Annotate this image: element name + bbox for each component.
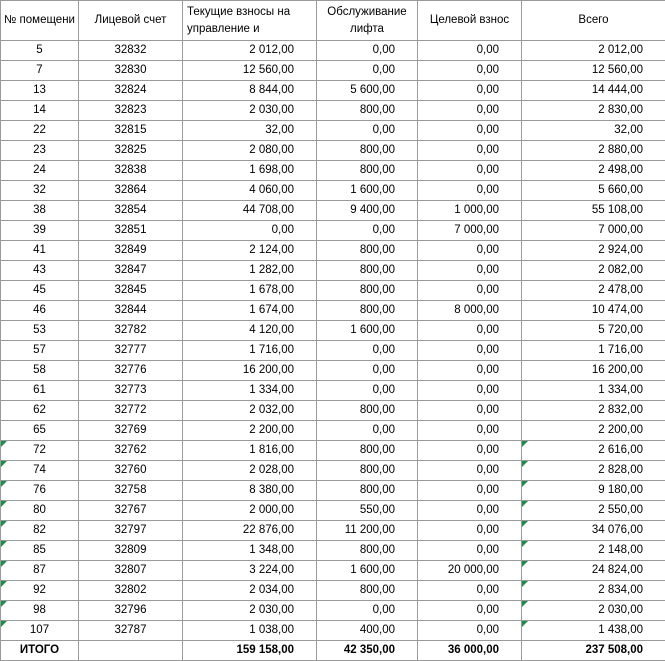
cell-room[interactable]: 39 (1, 221, 79, 241)
cell-room[interactable]: 92 (1, 581, 79, 601)
table-row (1, 281, 665, 301)
cell-current-fees[interactable]: 1 716,00 (183, 341, 317, 361)
cell-room[interactable]: 62 (1, 401, 79, 421)
cell-current-fees[interactable]: 1 698,00 (183, 161, 317, 181)
totals-total[interactable]: 237 508,00 (522, 641, 665, 661)
cell-current-fees[interactable]: 8 844,00 (183, 81, 317, 101)
cell-lift[interactable]: 0,00 (317, 381, 418, 401)
table-row (1, 201, 665, 221)
cell-total[interactable]: 2 832,00 (522, 401, 665, 421)
table-row (1, 181, 665, 201)
cell-room[interactable]: 5 (1, 41, 79, 61)
cell-account[interactable]: 32838 (79, 161, 183, 181)
cell-account[interactable]: 32845 (79, 281, 183, 301)
cell-lift[interactable]: 800,00 (317, 101, 418, 121)
cell-target[interactable]: 0,00 (418, 541, 522, 561)
cell-current-fees[interactable]: 8 380,00 (183, 481, 317, 501)
cell-total[interactable]: 5 720,00 (522, 321, 665, 341)
cell-room[interactable]: 53 (1, 321, 79, 341)
cell-total[interactable]: 2 200,00 (522, 421, 665, 441)
cell-target[interactable]: 0,00 (418, 441, 522, 461)
cell-room[interactable]: 61 (1, 381, 79, 401)
table-row (1, 481, 665, 501)
table-row (1, 141, 665, 161)
cell-target[interactable]: 0,00 (418, 101, 522, 121)
cell-current-fees[interactable]: 2 012,00 (183, 41, 317, 61)
cell-current-fees[interactable]: 1 678,00 (183, 281, 317, 301)
cell-current-fees[interactable]: 2 080,00 (183, 141, 317, 161)
cell-total[interactable]: 1 334,00 (522, 381, 665, 401)
cell-current-fees[interactable]: 2 032,00 (183, 401, 317, 421)
cell-lift[interactable]: 0,00 (317, 121, 418, 141)
totals-target[interactable]: 36 000,00 (418, 641, 522, 661)
cell-target[interactable]: 0,00 (418, 261, 522, 281)
cell-lift[interactable]: 550,00 (317, 501, 418, 521)
cell-target[interactable]: 0,00 (418, 321, 522, 341)
cell-room[interactable]: 85 (1, 541, 79, 561)
table-row (1, 361, 665, 381)
cell-account[interactable]: 32807 (79, 561, 183, 581)
cell-account[interactable]: 32777 (79, 341, 183, 361)
cell-total[interactable]: 14 444,00 (522, 81, 665, 101)
totals-row (1, 641, 665, 661)
cell-account[interactable]: 32854 (79, 201, 183, 221)
cell-total[interactable]: 9 180,00 (522, 481, 665, 501)
table-row (1, 81, 665, 101)
cell-current-fees[interactable]: 1 674,00 (183, 301, 317, 321)
cell-target[interactable]: 0,00 (418, 601, 522, 621)
totals-account-empty[interactable] (79, 641, 183, 661)
cell-target[interactable]: 0,00 (418, 121, 522, 141)
table-row (1, 101, 665, 121)
cell-current-fees[interactable]: 12 560,00 (183, 61, 317, 81)
table-row (1, 341, 665, 361)
cell-current-fees[interactable]: 4 060,00 (183, 181, 317, 201)
cell-lift[interactable]: 0,00 (317, 361, 418, 381)
cell-account[interactable]: 32797 (79, 521, 183, 541)
cell-lift[interactable]: 0,00 (317, 61, 418, 81)
cell-lift[interactable]: 0,00 (317, 421, 418, 441)
cell-total[interactable]: 7 000,00 (522, 221, 665, 241)
cell-total[interactable]: 1 716,00 (522, 341, 665, 361)
header-account[interactable]: Лицевой счет (79, 1, 183, 41)
cell-room[interactable]: 58 (1, 361, 79, 381)
cell-account[interactable]: 32830 (79, 61, 183, 81)
cell-target[interactable]: 0,00 (418, 421, 522, 441)
cell-target[interactable]: 0,00 (418, 401, 522, 421)
table-row (1, 541, 665, 561)
cell-room[interactable]: 74 (1, 461, 79, 481)
cell-room[interactable]: 107 (1, 621, 79, 641)
cell-total[interactable]: 2 012,00 (522, 41, 665, 61)
cell-target[interactable]: 0,00 (418, 61, 522, 81)
cell-account[interactable]: 32773 (79, 381, 183, 401)
cell-current-fees[interactable]: 2 200,00 (183, 421, 317, 441)
table-row (1, 621, 665, 641)
cell-account[interactable]: 32825 (79, 141, 183, 161)
cell-current-fees[interactable]: 1 348,00 (183, 541, 317, 561)
cell-lift[interactable]: 9 400,00 (317, 201, 418, 221)
table-row (1, 381, 665, 401)
table-row (1, 501, 665, 521)
cell-target[interactable]: 0,00 (418, 481, 522, 501)
cell-account[interactable]: 32824 (79, 81, 183, 101)
cell-lift[interactable]: 1 600,00 (317, 181, 418, 201)
cell-total[interactable]: 2 030,00 (522, 601, 665, 621)
cell-target[interactable]: 0,00 (418, 581, 522, 601)
cell-account[interactable]: 32849 (79, 241, 183, 261)
cell-room[interactable]: 38 (1, 201, 79, 221)
cell-account[interactable]: 32760 (79, 461, 183, 481)
cell-target[interactable]: 7 000,00 (418, 221, 522, 241)
cell-total[interactable]: 2 550,00 (522, 501, 665, 521)
table-row (1, 441, 665, 461)
cell-total[interactable]: 2 924,00 (522, 241, 665, 261)
cell-lift[interactable]: 800,00 (317, 241, 418, 261)
cell-target[interactable]: 0,00 (418, 41, 522, 61)
cell-lift[interactable]: 800,00 (317, 401, 418, 421)
header-lift[interactable]: Обслуживание лифта (317, 1, 418, 41)
cell-room[interactable]: 14 (1, 101, 79, 121)
cell-lift[interactable]: 0,00 (317, 41, 418, 61)
cell-lift[interactable]: 800,00 (317, 301, 418, 321)
table-row (1, 221, 665, 241)
cell-room[interactable]: 46 (1, 301, 79, 321)
table-header (1, 1, 665, 41)
cell-room[interactable]: 32 (1, 181, 79, 201)
cell-lift[interactable]: 800,00 (317, 541, 418, 561)
table-footer (1, 641, 665, 661)
totals-lift[interactable]: 42 350,00 (317, 641, 418, 661)
cell-account[interactable]: 32851 (79, 221, 183, 241)
table-row (1, 261, 665, 281)
table-row (1, 561, 665, 581)
table-row (1, 521, 665, 541)
cell-current-fees[interactable]: 2 000,00 (183, 501, 317, 521)
cell-current-fees[interactable]: 32,00 (183, 121, 317, 141)
table-row (1, 41, 665, 61)
table-row (1, 581, 665, 601)
cell-target[interactable]: 20 000,00 (418, 561, 522, 581)
cell-lift[interactable]: 0,00 (317, 601, 418, 621)
cell-total[interactable]: 12 560,00 (522, 61, 665, 81)
cell-total[interactable]: 5 660,00 (522, 181, 665, 201)
cell-target[interactable]: 0,00 (418, 521, 522, 541)
cell-current-fees[interactable]: 16 200,00 (183, 361, 317, 381)
cell-lift[interactable]: 800,00 (317, 461, 418, 481)
cell-room[interactable]: 82 (1, 521, 79, 541)
cell-target[interactable]: 8 000,00 (418, 301, 522, 321)
cell-room[interactable]: 87 (1, 561, 79, 581)
cell-current-fees[interactable]: 22 876,00 (183, 521, 317, 541)
cell-lift[interactable]: 400,00 (317, 621, 418, 641)
cell-current-fees[interactable]: 1 334,00 (183, 381, 317, 401)
cell-total[interactable]: 34 076,00 (522, 521, 665, 541)
cell-target[interactable]: 0,00 (418, 281, 522, 301)
cell-current-fees[interactable]: 44 708,00 (183, 201, 317, 221)
cell-total[interactable]: 2 148,00 (522, 541, 665, 561)
cell-current-fees[interactable]: 2 030,00 (183, 101, 317, 121)
cell-target[interactable]: 0,00 (418, 461, 522, 481)
cell-target[interactable]: 0,00 (418, 181, 522, 201)
cell-room[interactable]: 43 (1, 261, 79, 281)
cell-account[interactable]: 32776 (79, 361, 183, 381)
cell-account[interactable]: 32832 (79, 41, 183, 61)
table-row (1, 601, 665, 621)
cell-total[interactable]: 2 828,00 (522, 461, 665, 481)
cell-total[interactable]: 1 438,00 (522, 621, 665, 641)
cell-room[interactable]: 7 (1, 61, 79, 81)
cell-account[interactable]: 32767 (79, 501, 183, 521)
cell-current-fees[interactable]: 3 224,00 (183, 561, 317, 581)
cell-target[interactable]: 0,00 (418, 621, 522, 641)
cell-room[interactable]: 65 (1, 421, 79, 441)
cell-total[interactable]: 2 830,00 (522, 101, 665, 121)
cell-lift[interactable]: 800,00 (317, 281, 418, 301)
cell-account[interactable]: 32796 (79, 601, 183, 621)
cell-target[interactable]: 0,00 (418, 361, 522, 381)
cell-account[interactable]: 32787 (79, 621, 183, 641)
cell-account[interactable]: 32782 (79, 321, 183, 341)
cell-total[interactable]: 55 108,00 (522, 201, 665, 221)
cell-lift[interactable]: 800,00 (317, 161, 418, 181)
cell-lift[interactable]: 0,00 (317, 221, 418, 241)
cell-room[interactable]: 24 (1, 161, 79, 181)
table-row (1, 161, 665, 181)
table-row (1, 321, 665, 341)
table-row (1, 301, 665, 321)
table-row (1, 61, 665, 81)
cell-account[interactable]: 32762 (79, 441, 183, 461)
cell-account[interactable]: 32847 (79, 261, 183, 281)
table-row (1, 401, 665, 421)
cell-current-fees[interactable]: 2 028,00 (183, 461, 317, 481)
cell-lift[interactable]: 1 600,00 (317, 321, 418, 341)
cell-account[interactable]: 32809 (79, 541, 183, 561)
cell-room[interactable]: 13 (1, 81, 79, 101)
cell-lift[interactable]: 1 600,00 (317, 561, 418, 581)
cell-total[interactable]: 2 834,00 (522, 581, 665, 601)
cell-lift[interactable]: 800,00 (317, 141, 418, 161)
cell-account[interactable]: 32758 (79, 481, 183, 501)
cell-current-fees[interactable]: 2 030,00 (183, 601, 317, 621)
cell-room[interactable]: 57 (1, 341, 79, 361)
cell-total[interactable]: 32,00 (522, 121, 665, 141)
header-target[interactable]: Целевой взнос (418, 1, 522, 41)
cell-current-fees[interactable]: 1 282,00 (183, 261, 317, 281)
header-room-no[interactable]: № помещени (1, 1, 79, 41)
cell-total[interactable]: 24 824,00 (522, 561, 665, 581)
totals-label[interactable]: ИТОГО (1, 641, 79, 661)
cell-account[interactable]: 32802 (79, 581, 183, 601)
cell-current-fees[interactable]: 1 816,00 (183, 441, 317, 461)
cell-account[interactable]: 32864 (79, 181, 183, 201)
cell-current-fees[interactable]: 1 038,00 (183, 621, 317, 641)
cell-total[interactable]: 10 474,00 (522, 301, 665, 321)
cell-room[interactable]: 41 (1, 241, 79, 261)
cell-room[interactable]: 76 (1, 481, 79, 501)
table-row (1, 241, 665, 261)
cell-room[interactable]: 22 (1, 121, 79, 141)
cell-lift[interactable]: 0,00 (317, 341, 418, 361)
cell-target[interactable]: 1 000,00 (418, 201, 522, 221)
cell-total[interactable]: 2 082,00 (522, 261, 665, 281)
cell-lift[interactable]: 800,00 (317, 481, 418, 501)
cell-room[interactable]: 98 (1, 601, 79, 621)
cell-total[interactable]: 2 880,00 (522, 141, 665, 161)
cell-total[interactable]: 16 200,00 (522, 361, 665, 381)
cell-account[interactable]: 32772 (79, 401, 183, 421)
cell-target[interactable]: 0,00 (418, 161, 522, 181)
cell-account[interactable]: 32823 (79, 101, 183, 121)
cell-lift[interactable]: 800,00 (317, 261, 418, 281)
header-total[interactable]: Всего (522, 1, 665, 41)
table-row (1, 121, 665, 141)
cell-target[interactable]: 0,00 (418, 141, 522, 161)
cell-current-fees[interactable]: 2 124,00 (183, 241, 317, 261)
header-current-fees[interactable]: Текущие взносы на управление и (183, 1, 317, 41)
cell-room[interactable]: 80 (1, 501, 79, 521)
cell-account[interactable]: 32844 (79, 301, 183, 321)
cell-total[interactable]: 2 498,00 (522, 161, 665, 181)
cell-room[interactable]: 45 (1, 281, 79, 301)
cell-total[interactable]: 2 616,00 (522, 441, 665, 461)
cell-total[interactable]: 2 478,00 (522, 281, 665, 301)
cell-account[interactable]: 32815 (79, 121, 183, 141)
cell-room[interactable]: 23 (1, 141, 79, 161)
cell-lift[interactable]: 11 200,00 (317, 521, 418, 541)
cell-lift[interactable]: 5 600,00 (317, 81, 418, 101)
cell-target[interactable]: 0,00 (418, 81, 522, 101)
cell-target[interactable]: 0,00 (418, 381, 522, 401)
cell-target[interactable]: 0,00 (418, 241, 522, 261)
cell-account[interactable]: 32769 (79, 421, 183, 441)
cell-current-fees[interactable]: 0,00 (183, 221, 317, 241)
totals-current[interactable]: 159 158,00 (183, 641, 317, 661)
cell-room[interactable]: 72 (1, 441, 79, 461)
cell-current-fees[interactable]: 4 120,00 (183, 321, 317, 341)
table-row (1, 461, 665, 481)
cell-current-fees[interactable]: 2 034,00 (183, 581, 317, 601)
cell-lift[interactable]: 800,00 (317, 581, 418, 601)
cell-target[interactable]: 0,00 (418, 341, 522, 361)
table-body (1, 41, 665, 641)
cell-target[interactable]: 0,00 (418, 501, 522, 521)
table-row (1, 421, 665, 441)
cell-lift[interactable]: 800,00 (317, 441, 418, 461)
